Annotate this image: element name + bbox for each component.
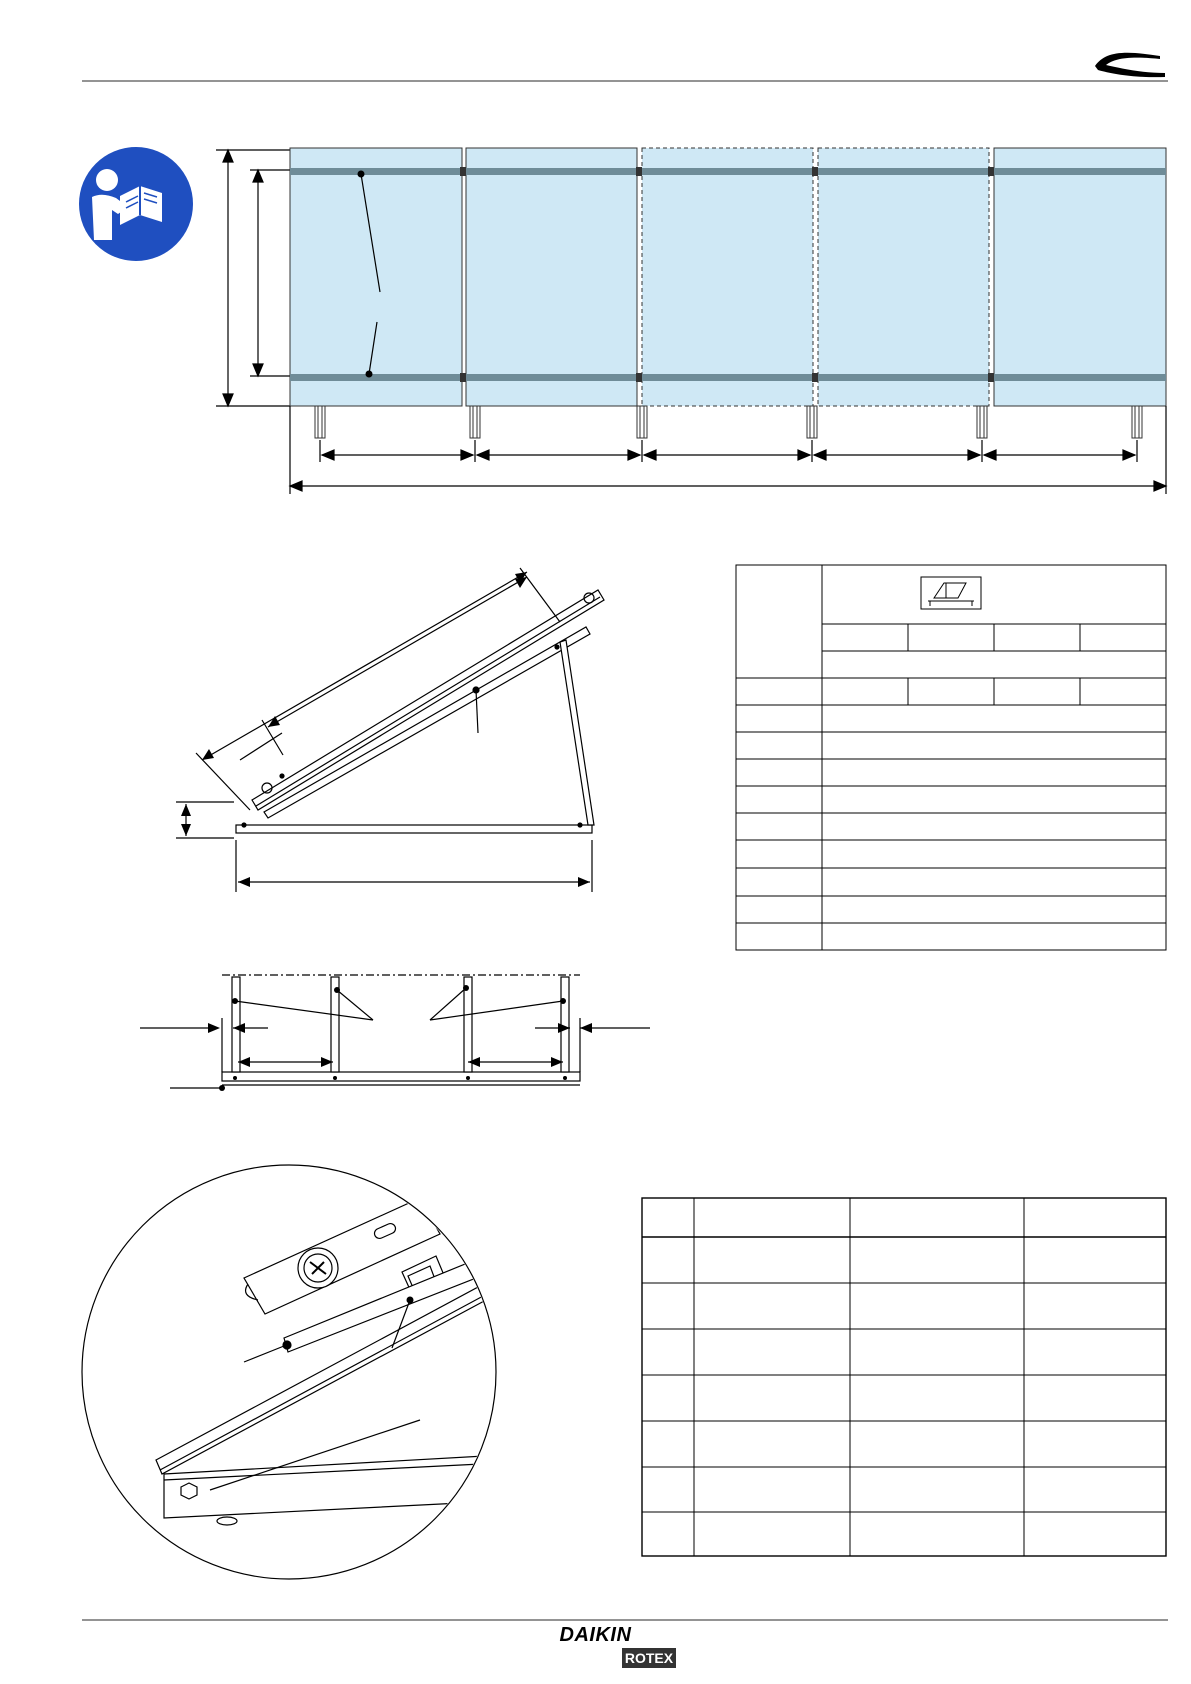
collector-array-top-view bbox=[216, 148, 1166, 494]
detail-magnified-view bbox=[82, 1165, 520, 1579]
frame-front-view bbox=[140, 975, 650, 1088]
flat-roof-frame-icon bbox=[921, 577, 981, 609]
mounting-rail-bottom bbox=[290, 374, 1166, 381]
read-manual-icon bbox=[79, 147, 193, 261]
collector-panel bbox=[290, 148, 462, 406]
collector-panel-optional bbox=[818, 148, 989, 406]
rotex-swoosh-logo-icon bbox=[1095, 53, 1165, 77]
frame-side-view bbox=[176, 568, 604, 892]
daikin-logo: DAIKIN bbox=[559, 1624, 632, 1646]
collector-panel bbox=[466, 148, 637, 406]
mounting-rail-top bbox=[290, 168, 1166, 175]
dimensions-table bbox=[736, 565, 1166, 950]
collector-panel bbox=[994, 148, 1166, 406]
rotex-logo: ROTEX bbox=[622, 1648, 676, 1668]
collector-panel-optional bbox=[642, 148, 813, 406]
parts-table bbox=[642, 1198, 1166, 1556]
